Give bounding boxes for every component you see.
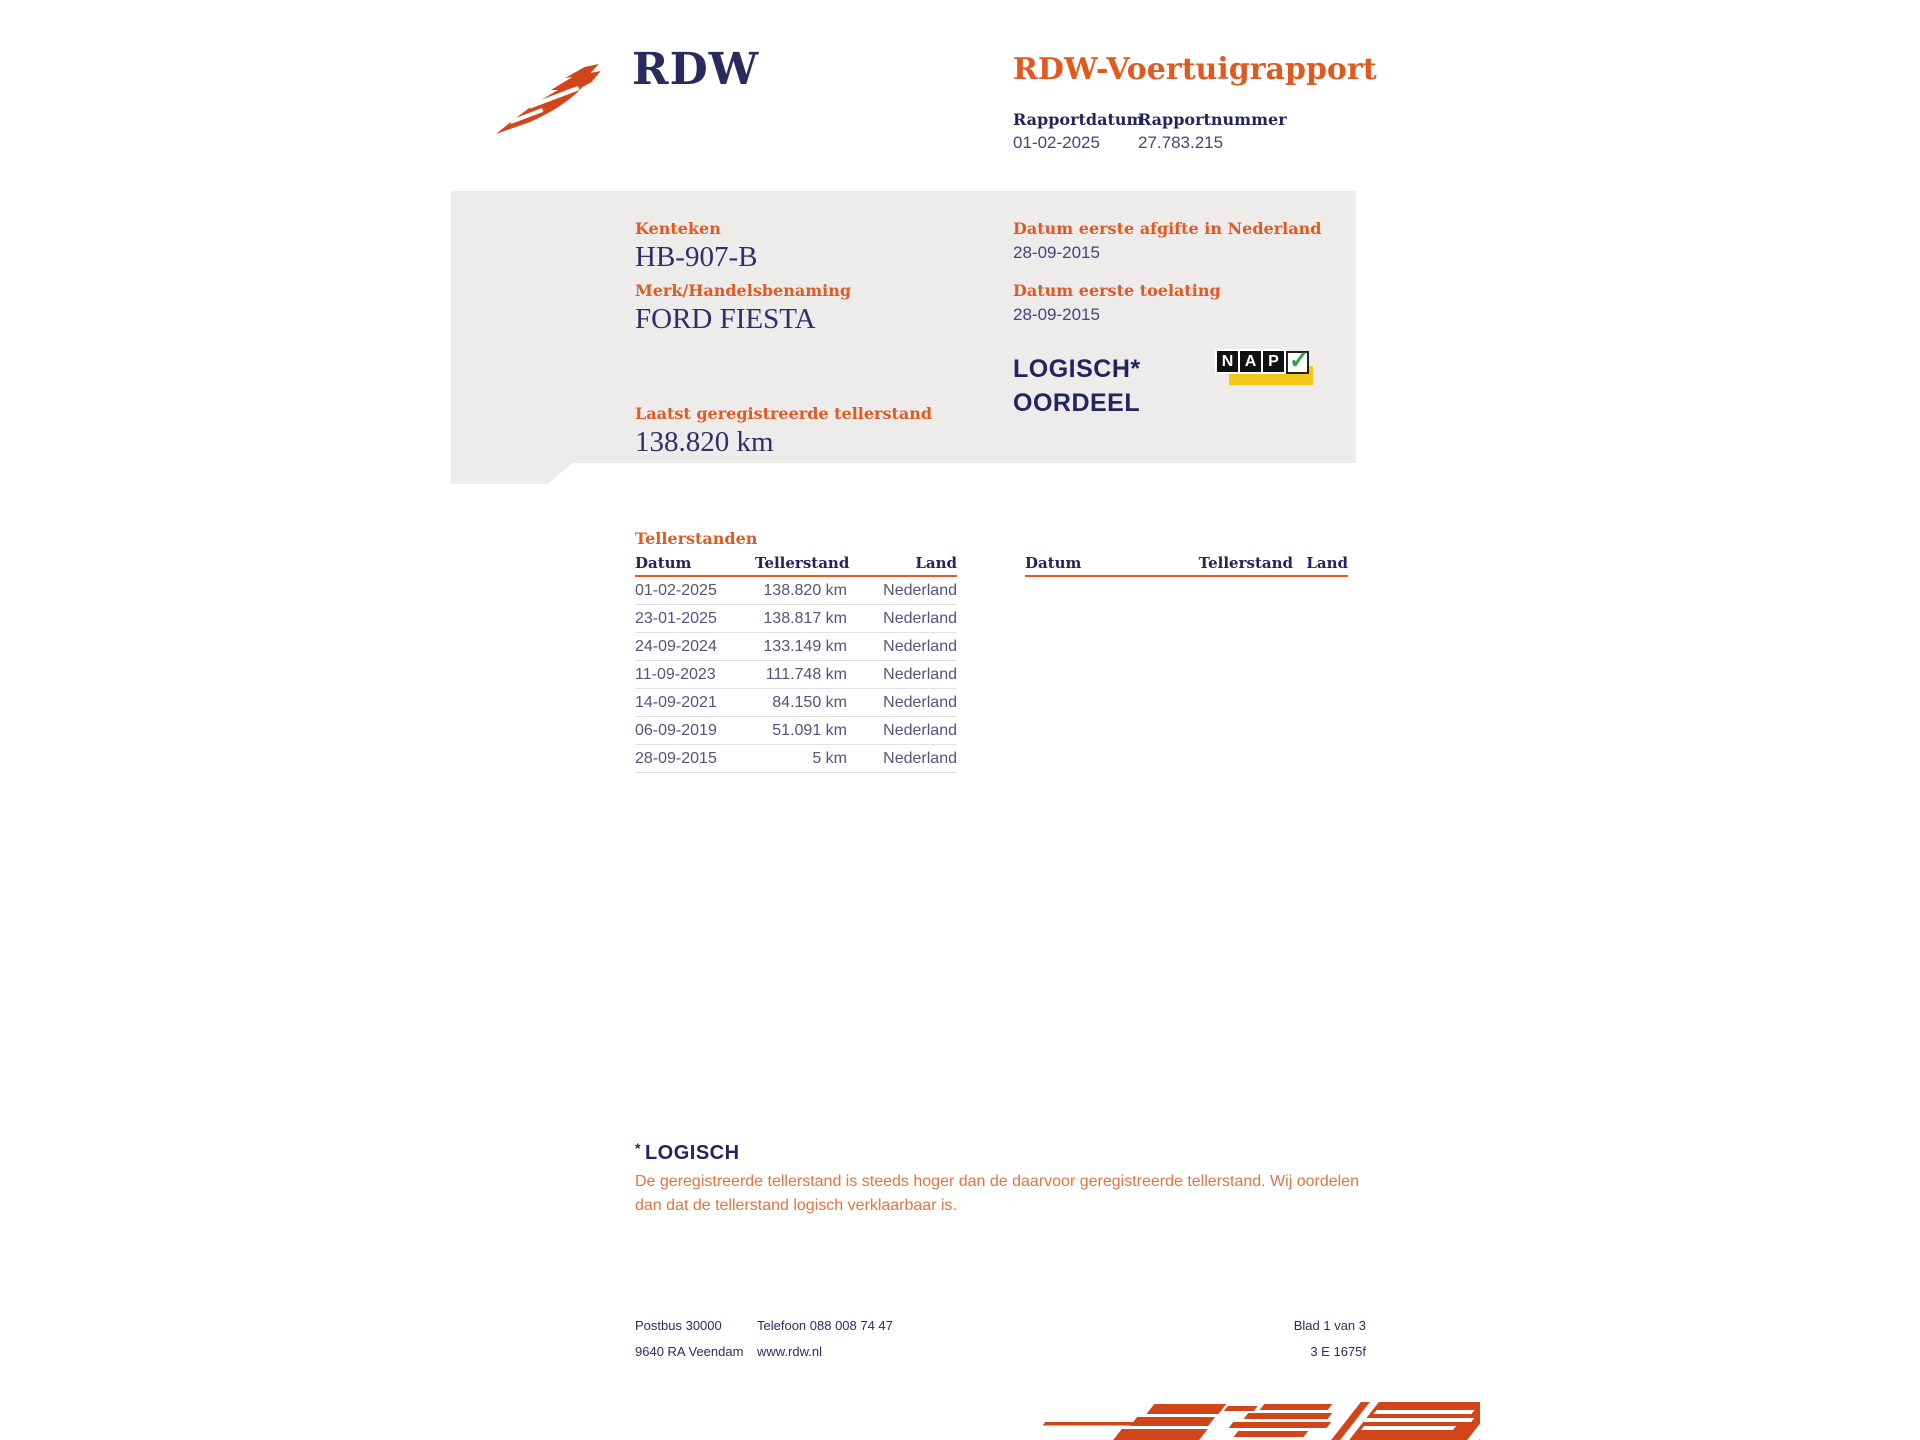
- table-row: [635, 605, 957, 633]
- toelating-label: Datum eerste toelating: [1013, 281, 1221, 300]
- cell-datum: 06-09-2019: [635, 721, 717, 739]
- footer-form-code: 3 E 1675f: [1310, 1344, 1366, 1359]
- table-row: [635, 577, 957, 605]
- rdw-speed-stripes-icon: [1036, 1398, 1480, 1440]
- report-number-label: Rapportnummer: [1138, 110, 1287, 129]
- nap-logo: [1217, 347, 1313, 387]
- column-header-land: Land: [1306, 554, 1348, 572]
- kenteken-label: Kenteken: [635, 219, 721, 238]
- tellerstanden-rows: [635, 577, 957, 773]
- cell-tellerstand: 111.748 km: [765, 665, 847, 683]
- merk-label: Merk/Handelsbenaming: [635, 281, 852, 300]
- afgifte-label: Datum eerste afgifte in Nederland: [1013, 219, 1322, 238]
- oordeel-text: [1013, 352, 1141, 420]
- cell-land: Nederland: [883, 637, 957, 655]
- table-row: [635, 717, 957, 745]
- cell-tellerstand: 133.149 km: [763, 637, 847, 655]
- cell-datum: 14-09-2021: [635, 693, 717, 711]
- column-header-datum: Datum: [635, 554, 692, 572]
- table-row: [635, 661, 957, 689]
- table-row: [635, 689, 957, 717]
- tellerstand-value: 138.820 km: [635, 426, 774, 458]
- page-title: RDW-Voertuigrapport: [1013, 52, 1377, 87]
- cell-tellerstand: 138.817 km: [763, 609, 847, 627]
- cell-tellerstand: 84.150 km: [772, 693, 847, 711]
- cell-land: Nederland: [883, 609, 957, 627]
- merk-value: FORD FIESTA: [635, 303, 816, 335]
- footer-website: www.rdw.nl: [757, 1344, 823, 1359]
- cell-tellerstand: 5 km: [812, 749, 847, 767]
- column-header-tellerstand: Tellerstand: [1198, 554, 1293, 572]
- report-number-value: 27.783.215: [1138, 133, 1224, 152]
- cell-datum: 24-09-2024: [635, 637, 717, 655]
- footnote-text: De geregistreerde tellerstand is steeds hoger dan de daarvoor geregistreerde tellerstand. Wij oordelen dan dat de tellerstand logisch verklaarbaar is.: [635, 1173, 1359, 1214]
- footer-address-line2: 9640 RA Veendam: [635, 1344, 744, 1359]
- footnote-title-text: LOGISCH: [644, 1142, 740, 1164]
- oordeel-line1: LOGISCH*: [1013, 355, 1141, 383]
- footer-phone: Telefoon 088 008 74 47: [757, 1318, 893, 1333]
- kenteken-value: HB-907-B: [635, 241, 758, 273]
- table-row: [635, 633, 957, 661]
- footer-address-line1: Postbus 30000: [635, 1318, 722, 1333]
- table-row: [635, 745, 957, 773]
- toelating-value: 28-09-2015: [1013, 305, 1100, 324]
- cell-land: Nederland: [883, 721, 957, 739]
- cell-tellerstand: 51.091 km: [772, 721, 847, 739]
- cell-land: Nederland: [883, 749, 957, 767]
- tellerstanden-table-right-header: [1025, 550, 1348, 577]
- tellerstanden-table-left: [635, 550, 957, 773]
- report-date-value: 01-02-2025: [1013, 133, 1100, 152]
- nap-letter-p: P: [1263, 351, 1284, 372]
- nap-letter-n: N: [1217, 351, 1238, 372]
- nap-letter-a: A: [1240, 351, 1261, 372]
- tellerstanden-section-title: Tellerstanden: [635, 529, 758, 548]
- tellerstanden-table-left-header: [635, 550, 957, 577]
- footnote-title: [635, 1140, 740, 1165]
- oordeel-line2: OORDEEL: [1013, 389, 1141, 417]
- nap-checkbox: [1286, 347, 1310, 374]
- report-date-label: Rapportdatum: [1013, 110, 1144, 129]
- cell-land: Nederland: [883, 665, 957, 683]
- rdw-logo-text: RDW: [632, 44, 760, 95]
- column-header-land: Land: [915, 554, 957, 572]
- column-header-datum: Datum: [1025, 554, 1082, 572]
- tellerstanden-table-right: [1025, 550, 1348, 577]
- nap-checkmark-icon: ✓: [1289, 347, 1310, 374]
- footer-page-number: Blad 1 van 3: [1293, 1318, 1366, 1333]
- cell-datum: 01-02-2025: [635, 581, 717, 599]
- rdw-logo-wing-icon: [493, 56, 615, 136]
- tellerstand-label: Laatst geregistreerde tellerstand: [635, 404, 933, 423]
- cell-datum: 23-01-2025: [635, 609, 717, 627]
- footnote-asterisk: *: [635, 1140, 641, 1156]
- afgifte-value: 28-09-2015: [1013, 243, 1100, 262]
- cell-tellerstand: 138.820 km: [763, 581, 847, 599]
- cell-land: Nederland: [883, 693, 957, 711]
- cell-datum: 28-09-2015: [635, 749, 717, 767]
- cell-land: Nederland: [883, 581, 957, 599]
- column-header-tellerstand: Tellerstand: [755, 554, 850, 572]
- cell-datum: 11-09-2023: [635, 665, 716, 683]
